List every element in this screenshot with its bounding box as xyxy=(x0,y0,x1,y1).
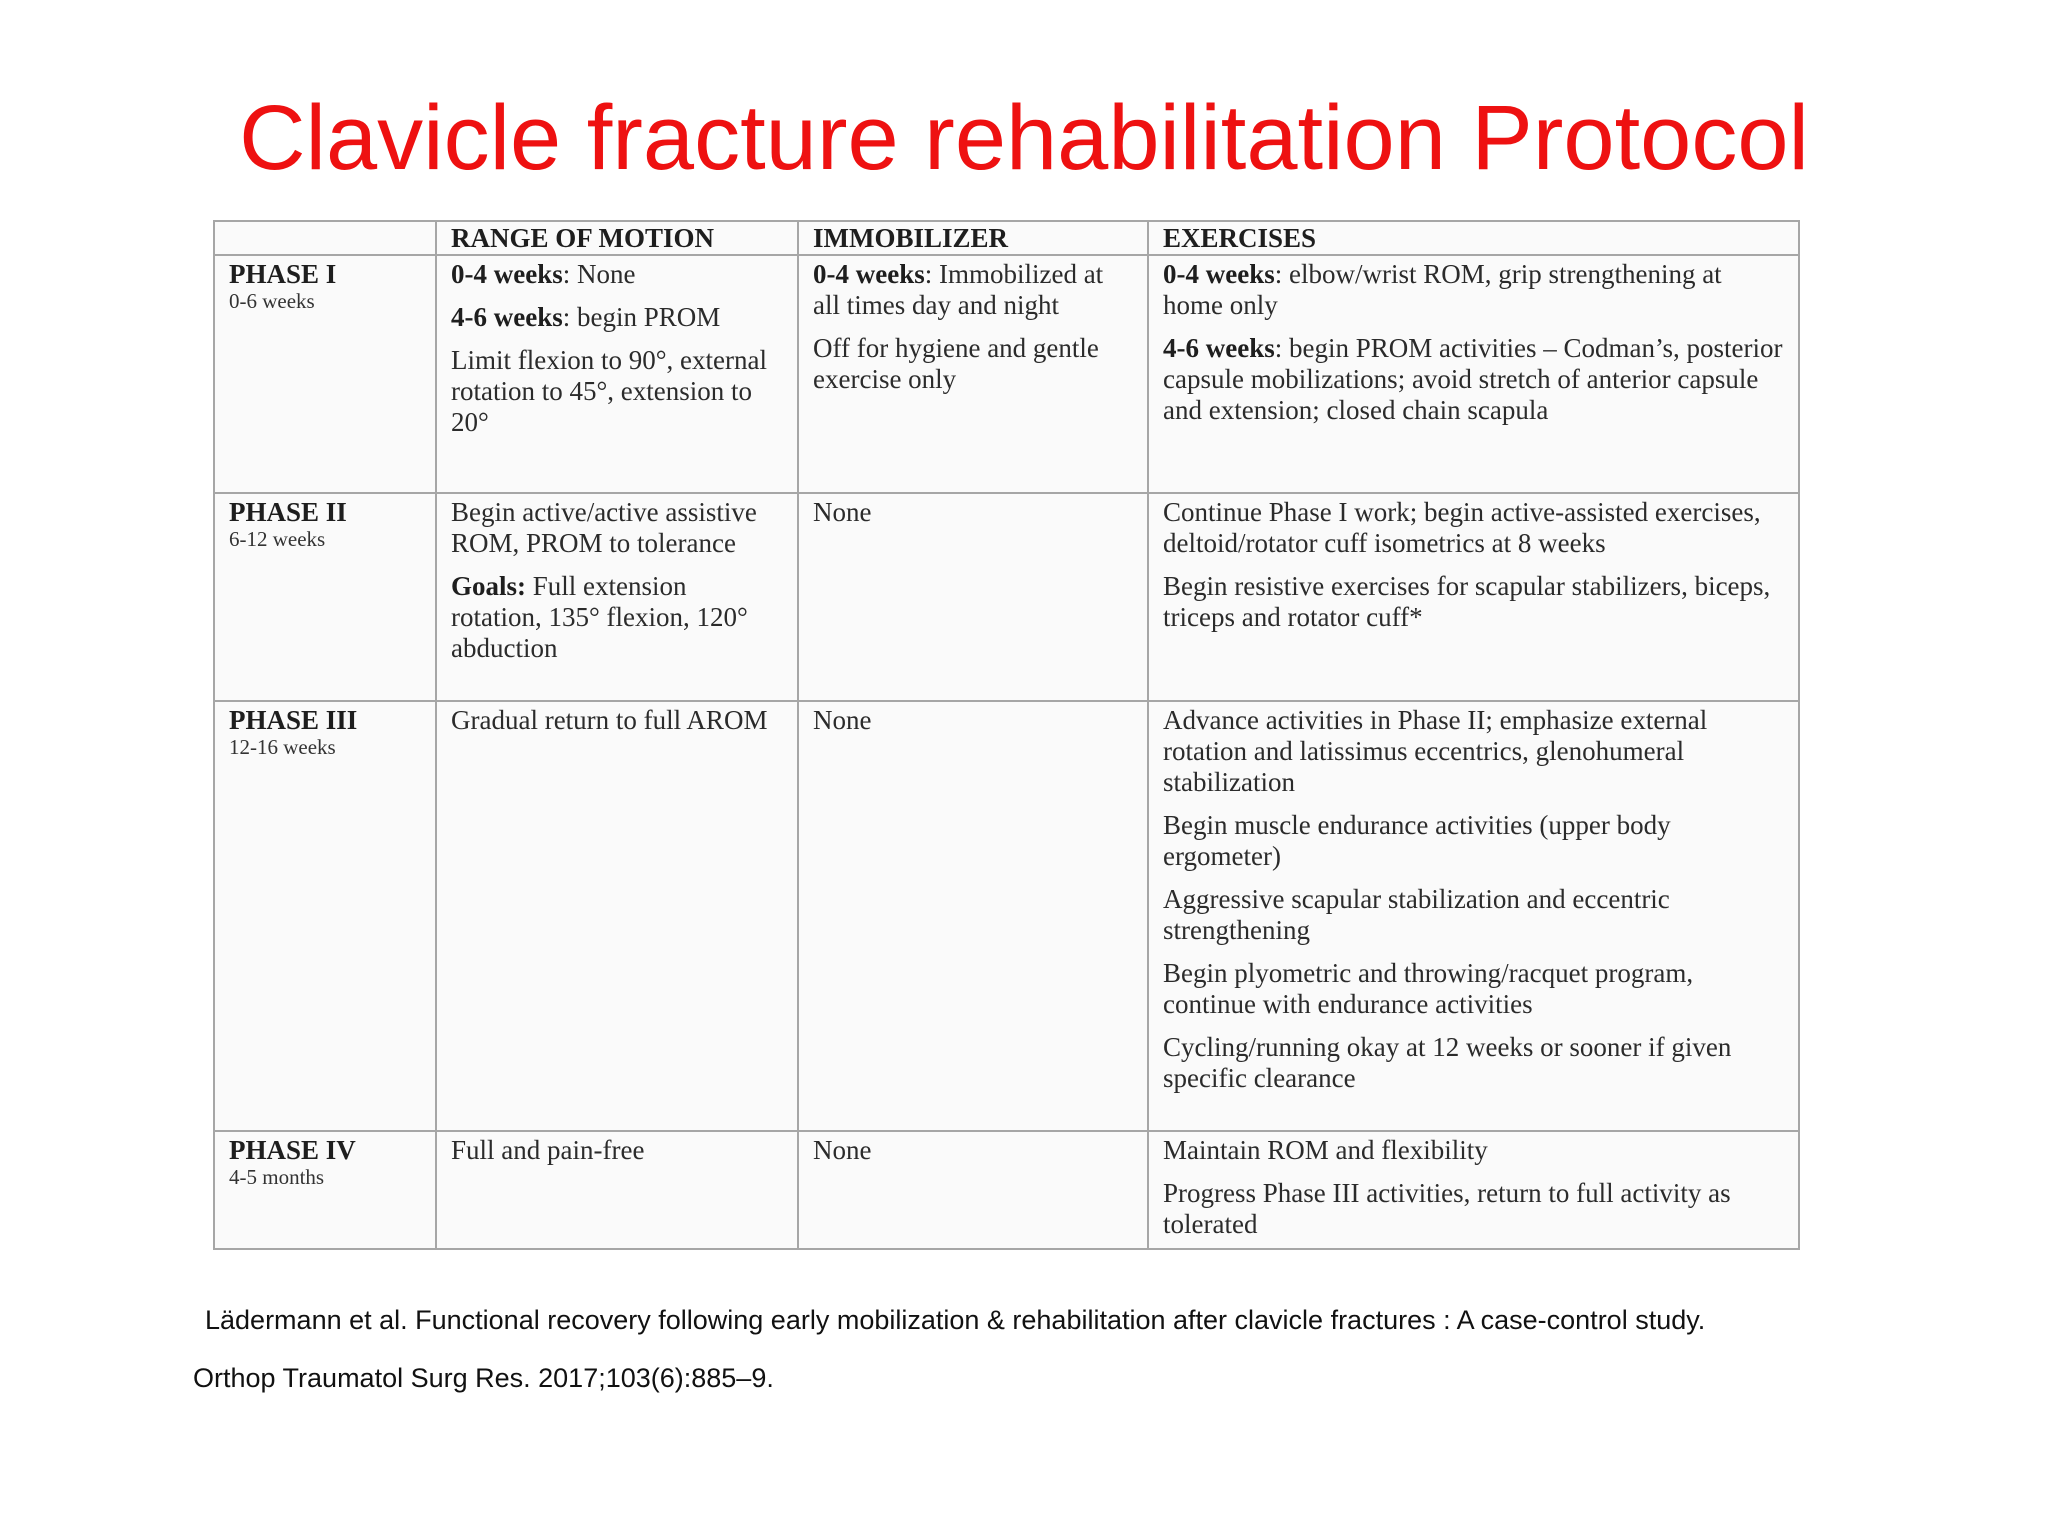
table-row xyxy=(214,255,1799,493)
range-of-motion-cell xyxy=(436,1131,798,1249)
phase-name: PHASE III xyxy=(229,705,358,735)
immobilizer-cell xyxy=(798,493,1148,701)
cell-text: Advance activities in Phase II; emphasize external rotation and latissimus eccentrics, glenohumeral stabilization xyxy=(1163,705,1708,797)
phase-duration: 4-5 months xyxy=(229,1165,325,1189)
cell-paragraph xyxy=(451,1135,783,1166)
cell-lead-text: 0-4 weeks xyxy=(451,259,563,289)
cell-text: Limit flexion to 90°, external rotation to 45°, extension to 20° xyxy=(451,345,767,437)
header-range-of-motion: RANGE OF MOTION xyxy=(436,221,798,255)
table-row xyxy=(214,1131,1799,1249)
phase-cell xyxy=(214,493,436,701)
cell-text: Begin plyometric and throwing/racquet program, continue with endurance activities xyxy=(1163,958,1694,1019)
header-exercises: EXERCISES xyxy=(1148,221,1799,255)
phase-duration: 12-16 weeks xyxy=(229,735,336,759)
cell-paragraph xyxy=(451,302,783,333)
phase-name: PHASE II xyxy=(229,497,347,527)
immobilizer-cell xyxy=(798,1131,1148,1249)
cell-paragraph xyxy=(813,259,1133,321)
exercises-cell xyxy=(1148,255,1799,493)
cell-text: Begin muscle endurance activities (upper body ergometer) xyxy=(1163,810,1671,871)
cell-lead-text: 4-6 weeks xyxy=(451,302,563,332)
cell-text: None xyxy=(813,1135,872,1165)
cell-paragraph xyxy=(1163,1032,1784,1094)
exercises-cell xyxy=(1148,493,1799,701)
rehab-protocol-table xyxy=(213,220,1800,1250)
table-row xyxy=(214,701,1799,1131)
range-of-motion-cell xyxy=(436,255,798,493)
citation-line-1: Lädermann et al. Functional recovery following early mobilization & rehabilitation after clavicle fractures : A case-control study. xyxy=(205,1305,1706,1335)
cell-text: Aggressive scapular stabilization and eccentric strengthening xyxy=(1163,884,1670,945)
cell-text: Cycling/running okay at 12 weeks or sooner if given specific clearance xyxy=(1163,1032,1732,1093)
cell-text: : Immobilized at all times day and night xyxy=(813,259,1104,320)
citation-line-2: Orthop Traumatol Surg Res. 2017;103(6):885–9. xyxy=(193,1363,774,1393)
cell-paragraph xyxy=(1163,810,1784,872)
cell-paragraph xyxy=(451,571,783,664)
cell-paragraph xyxy=(813,1135,1133,1166)
table-row xyxy=(214,493,1799,701)
cell-text: : begin PROM activities – Codman’s, posterior capsule mobilizations; avoid stretch of anterior capsule and extension; closed chain scapula xyxy=(1163,333,1783,425)
cell-paragraph xyxy=(451,259,783,290)
cell-paragraph xyxy=(813,497,1133,528)
cell-text: None xyxy=(813,497,872,527)
header-phase xyxy=(214,221,436,255)
cell-paragraph xyxy=(813,333,1133,395)
cell-text: None xyxy=(813,705,872,735)
immobilizer-cell xyxy=(798,701,1148,1131)
cell-paragraph xyxy=(451,497,783,559)
exercises-cell xyxy=(1148,701,1799,1131)
phase-cell xyxy=(214,701,436,1131)
cell-paragraph xyxy=(1163,571,1784,633)
cell-lead-text: 4-6 weeks xyxy=(1163,333,1275,363)
cell-lead-text: 0-4 weeks xyxy=(813,259,925,289)
cell-paragraph xyxy=(1163,1178,1784,1240)
cell-text: Gradual return to full AROM xyxy=(451,705,768,735)
header-immobilizer: IMMOBILIZER xyxy=(798,221,1148,255)
phase-name: PHASE I xyxy=(229,259,337,289)
cell-lead-text: 0-4 weeks xyxy=(1163,259,1275,289)
cell-paragraph xyxy=(813,705,1133,736)
cell-text: : elbow/wrist ROM, grip strengthening at home only xyxy=(1163,259,1722,320)
range-of-motion-cell xyxy=(436,493,798,701)
cell-paragraph xyxy=(1163,884,1784,946)
cell-text: Progress Phase III activities, return to full activity as tolerated xyxy=(1163,1178,1731,1239)
immobilizer-cell xyxy=(798,255,1148,493)
cell-text: Full and pain-free xyxy=(451,1135,645,1165)
cell-text: Begin resistive exercises for scapular stabilizers, biceps, triceps and rotator cuff* xyxy=(1163,571,1771,632)
cell-paragraph xyxy=(451,345,783,438)
cell-paragraph xyxy=(1163,259,1784,321)
phase-duration: 0-6 weeks xyxy=(229,289,315,313)
slide-title: Clavicle fracture rehabilitation Protocol xyxy=(239,87,1809,189)
cell-text: Full extension rotation, 135° flexion, 120° abduction xyxy=(451,571,748,663)
table-header-row xyxy=(214,221,1799,255)
cell-paragraph xyxy=(1163,958,1784,1020)
cell-paragraph xyxy=(1163,333,1784,426)
cell-text: : None xyxy=(562,259,636,289)
cell-text: Begin active/active assistive ROM, PROM to tolerance xyxy=(451,497,757,558)
phase-cell xyxy=(214,1131,436,1249)
cell-lead-text: Goals: xyxy=(451,571,527,601)
cell-paragraph xyxy=(1163,1135,1784,1166)
cell-paragraph xyxy=(1163,497,1784,559)
exercises-cell xyxy=(1148,1131,1799,1249)
cell-text: Maintain ROM and flexibility xyxy=(1163,1135,1488,1165)
cell-paragraph xyxy=(451,705,783,736)
cell-text: Off for hygiene and gentle exercise only xyxy=(813,333,1099,394)
phase-cell xyxy=(214,255,436,493)
cell-text: : begin PROM xyxy=(562,302,721,332)
phase-name: PHASE IV xyxy=(229,1135,356,1165)
cell-text: Continue Phase I work; begin active-assisted exercises, deltoid/rotator cuff isometrics at 8 weeks xyxy=(1163,497,1761,558)
cell-paragraph xyxy=(1163,705,1784,798)
phase-duration: 6-12 weeks xyxy=(229,527,326,551)
range-of-motion-cell xyxy=(436,701,798,1131)
